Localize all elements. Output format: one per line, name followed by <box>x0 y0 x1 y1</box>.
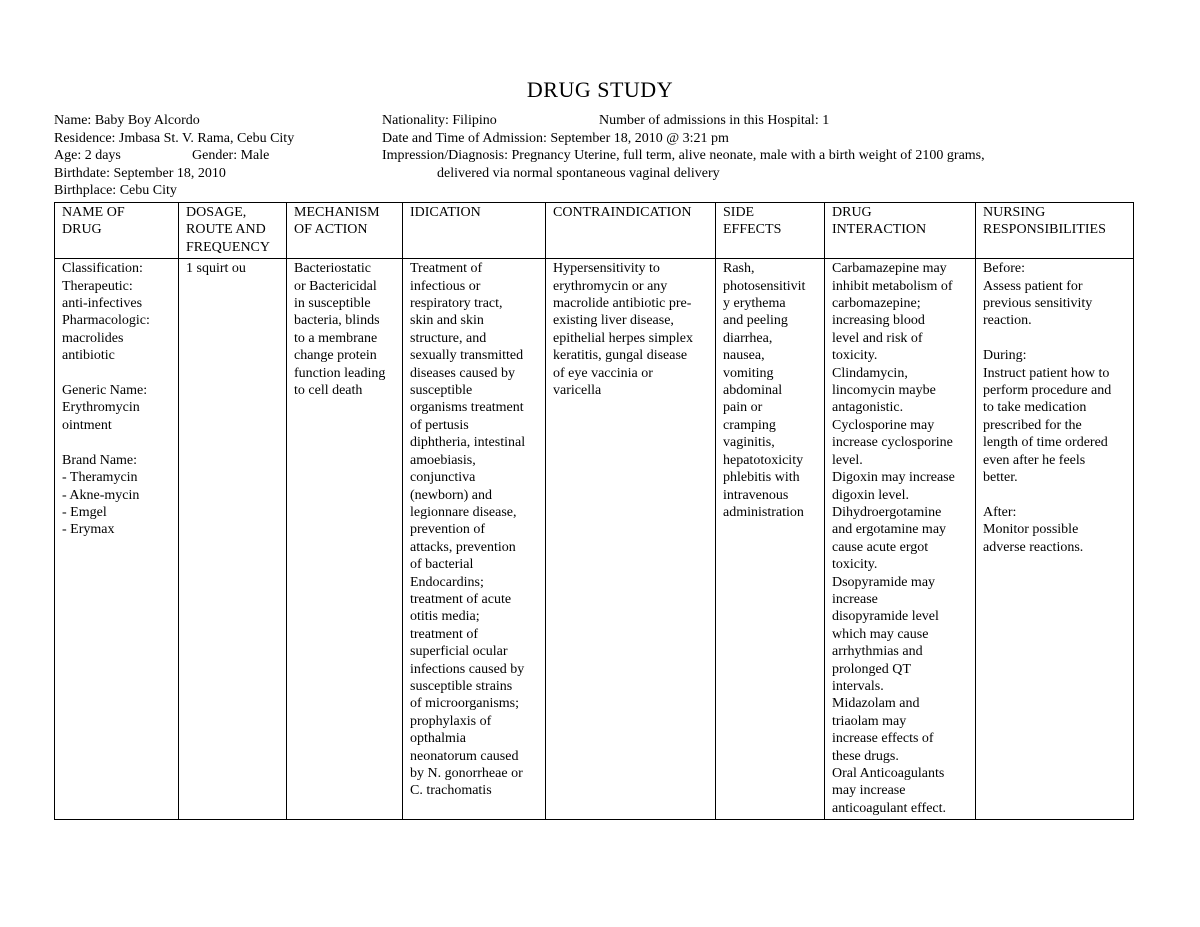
header-drug-interaction: DRUG INTERACTION <box>825 203 976 259</box>
header-side-effects: SIDE EFFECTS <box>716 203 825 259</box>
patient-residence: Residence: Jmbasa St. V. Rama, Cebu City <box>54 131 295 146</box>
drug-study-table <box>54 202 1134 820</box>
cell-mechanism: Bacteriostatic or Bactericidal in susceptible bacteria, blinds to a membrane change protein function leading to cell death <box>287 259 403 820</box>
header-indication: IDICATION <box>403 203 546 259</box>
header-name-of-drug: NAME OF DRUG <box>55 203 179 259</box>
patient-gender: Gender: Male <box>192 148 270 163</box>
cell-name-of-drug: Classification: Therapeutic: anti-infectives Pharmacologic: macrolides antibiotic Generic Name: Erythromycin ointment Brand Name: - Theramycin - Akne-mycin - Emgel - Erymax <box>55 259 179 820</box>
admission-datetime: Date and Time of Admission: September 18, 2010 @ 3:21 pm <box>382 131 729 146</box>
header-mechanism: MECHANISM OF ACTION <box>287 203 403 259</box>
cell-nursing-responsibilities: Before: Assess patient for previous sensitivity reaction. During: Instruct patient how to perform procedure and to take medication prescribed for the length of time ordered even after he feels better. After: Monitor possible adverse reactions. <box>976 259 1134 820</box>
admission-count: Number of admissions in this Hospital: 1 <box>599 113 830 128</box>
table-row <box>55 259 1134 820</box>
diagnosis-line-2: delivered via normal spontaneous vaginal delivery <box>437 166 720 181</box>
header-dosage: DOSAGE, ROUTE AND FREQUENCY <box>179 203 287 259</box>
cell-drug-interaction: Carbamazepine may inhibit metabolism of carbomazepine; increasing blood level and risk of toxicity. Clindamycin, lincomycin maybe antagonistic. Cyclosporine may increase cyclosporine level. Digoxin may increase digoxin level. Dihydroergotamine and ergotamine may cause acute ergot toxicity. Dsopyramide may increase disopyramide level which may cause arrhythmias and prolonged QT intervals. Midazolam and triaolam may increase effects of these drugs. Oral Anticoagulants may increase anticoagulant effect. <box>825 259 976 820</box>
diagnosis-line-1: Impression/Diagnosis: Pregnancy Uterine, full term, alive neonate, male with a birth weight of 2100 grams, <box>382 148 985 163</box>
table-header-row <box>55 203 1134 259</box>
header-contraindication: CONTRAINDICATION <box>546 203 716 259</box>
page-title: DRUG STUDY <box>526 77 674 102</box>
cell-contraindication: Hypersensitivity to erythromycin or any macrolide antibiotic pre- existing liver disease, epithelial herpes simplex keratitis, gungal disease of eye vaccinia or varicella <box>546 259 716 820</box>
patient-birthdate: Birthdate: September 18, 2010 <box>54 166 226 181</box>
patient-birthplace: Birthplace: Cebu City <box>54 183 177 198</box>
patient-age: Age: 2 days <box>54 148 121 163</box>
patient-name: Name: Baby Boy Alcordo <box>54 113 200 128</box>
cell-side-effects: Rash, photosensitivit y erythema and peeling diarrhea, nausea, vomiting abdominal pain or cramping vaginitis, hepatotoxicity phlebitis with intravenous administration <box>716 259 825 820</box>
cell-dosage: 1 squirt ou <box>179 259 287 820</box>
cell-indication: Treatment of infectious or respiratory tract, skin and skin structure, and sexually transmitted diseases caused by susceptible organisms treatment of pertusis diphtheria, intestinal amoebiasis, conjunctiva (newborn) and legionnare disease, prevention of attacks, prevention of bacterial Endocardins; treatment of acute otitis media; treatment of superficial ocular infections caused by susceptible strains of microorganisms; prophylaxis of opthalmia neonatorum caused by N. gonorrheae or C. trachomatis <box>403 259 546 820</box>
patient-nationality: Nationality: Filipino <box>382 113 497 128</box>
header-nursing-responsibilities: NURSING RESPONSIBILITIES <box>976 203 1134 259</box>
